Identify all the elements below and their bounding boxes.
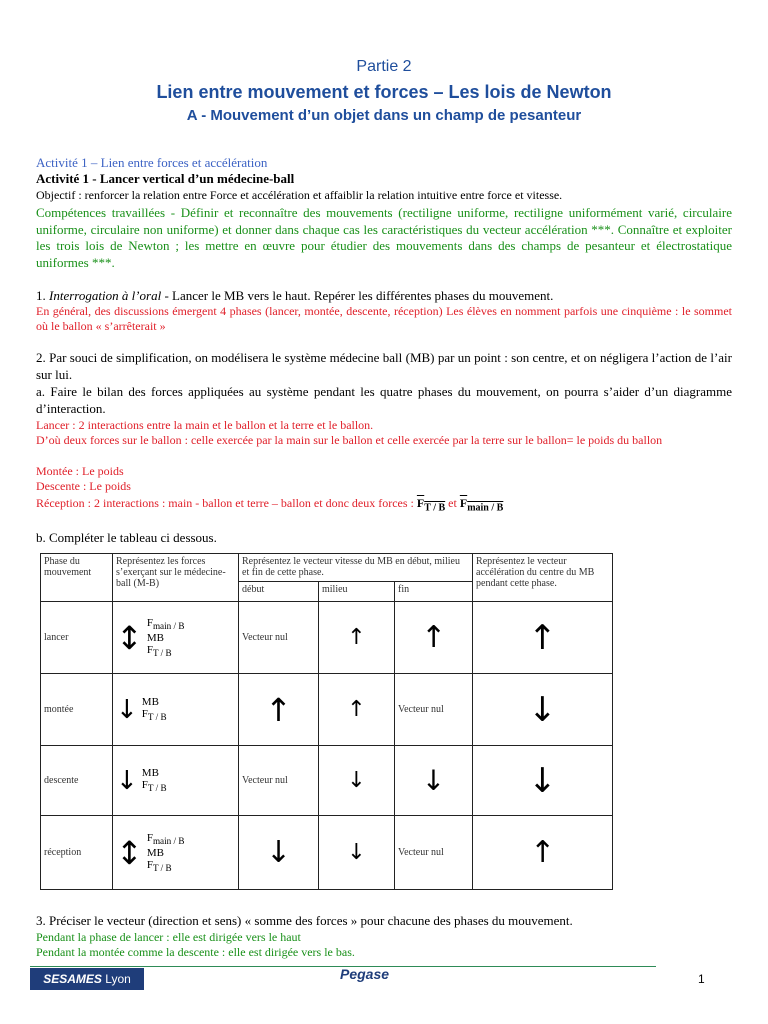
acceleration-arrow: ↑ bbox=[529, 835, 556, 870]
question-3-answer-1: Pendant la phase de lancer : elle est dirigée vers le haut bbox=[36, 930, 301, 944]
page-title: Lien entre mouvement et forces – Les lois de Newton bbox=[156, 82, 612, 102]
phase-label: montée bbox=[41, 674, 113, 746]
vitesse-debut: Vecteur nul bbox=[239, 602, 319, 674]
table-row bbox=[41, 816, 613, 890]
force-arrows-icon: ↕ bbox=[116, 618, 143, 657]
table-row bbox=[41, 674, 613, 746]
vitesse-milieu: ↓ bbox=[347, 768, 366, 793]
vitesse-milieu: ↑ bbox=[347, 625, 366, 650]
force-main-ballon: $F_{main / B}$ bbox=[459, 496, 504, 514]
table-row bbox=[41, 746, 613, 816]
phase-label: réception bbox=[41, 816, 113, 890]
header-phase: Phase du mouvement bbox=[41, 554, 113, 602]
header-fin: fin bbox=[395, 582, 473, 602]
question-3-answer-2: Pendant la montée comme la descente : elle est dirigée vers le bas. bbox=[36, 945, 355, 959]
answer-lancer: Lancer : 2 interactions entre la main et le ballon et la terre et le ballon. bbox=[36, 418, 374, 432]
answer-montee: Montée : Le poids bbox=[36, 464, 124, 478]
question-2a: a. Faire le bilan des forces appliquées au système pendant les quatre phases du mouvement, on pourra s’aider d’un diagramme d’interaction. bbox=[36, 384, 732, 416]
forces-diagram: ↓ MB $F_{T / B}$ bbox=[113, 746, 239, 816]
weight-arrow-icon: ↓ bbox=[116, 694, 138, 725]
weight-arrow-icon: ↓ bbox=[116, 765, 138, 796]
vitesse-debut: ↑ bbox=[265, 690, 292, 729]
question-1-text: - Lancer le MB vers le haut. Repérer les différentes phases du mouvement. bbox=[161, 288, 554, 303]
question-1-answer: En général, des discussions émergent 4 phases (lancer, montée, descente, réception) Les élèves en nomment parfois une cinquième : le sommet où le ballon « s’arrêterait » bbox=[36, 304, 732, 333]
page-number: 1 bbox=[698, 972, 705, 986]
force-terre-ballon: $F_{T / B}$ bbox=[416, 496, 446, 514]
vitesse-milieu: ↑ bbox=[347, 697, 366, 722]
vitesse-fin: Vecteur nul bbox=[395, 674, 473, 746]
vitesse-milieu: ↓ bbox=[347, 840, 366, 865]
question-1-italic: Interrogation à l’oral bbox=[49, 288, 162, 303]
part-heading: Partie 2 bbox=[356, 58, 412, 75]
vitesse-debut: Vecteur nul bbox=[239, 746, 319, 816]
pegase-logo: Pegase bbox=[340, 966, 390, 982]
forces-diagram: ↕ $F_{main / B}$ MB $F_{T / B}$ bbox=[113, 602, 239, 674]
header-forces: Représentez les forces s’exerçant sur le médecine-ball (M-B) bbox=[113, 554, 239, 602]
table-row bbox=[41, 602, 613, 674]
objective-text: Objectif : renforcer la relation entre Force et accélération et affaiblir la relation intuitive entre force et vitesse. bbox=[36, 188, 563, 202]
header-milieu: milieu bbox=[319, 582, 395, 602]
question-2-intro: 2. Par souci de simplification, on modélisera le système médecine ball (MB) par un point : son centre, et on négligera l’action de l’air sur lui. bbox=[36, 350, 732, 382]
answer-descente: Descente : Le poids bbox=[36, 479, 131, 493]
answer-reception-text: Réception : 2 interactions : main - ballon et terre – ballon et donc deux forces : bbox=[36, 496, 414, 510]
question-1-num: 1. bbox=[36, 288, 46, 303]
question-2b: b. Compléter le tableau ci dessous. bbox=[36, 530, 217, 545]
header-debut: début bbox=[239, 582, 319, 602]
phases-table bbox=[40, 553, 613, 890]
vitesse-fin: Vecteur nul bbox=[395, 816, 473, 890]
phase-label: lancer bbox=[41, 602, 113, 674]
vitesse-debut: ↓ bbox=[265, 835, 292, 870]
header-acceleration: Représentez le vecteur accélération du centre du MB pendant cette phase. bbox=[473, 554, 613, 602]
acceleration-arrow: ↑ bbox=[528, 617, 557, 658]
question-3: 3. Préciser le vecteur (direction et sens) « somme des forces » pour chacune des phases du mouvement. bbox=[36, 913, 573, 928]
competences-text: Compétences travaillées - Définir et reconnaître des mouvements (rectiligne uniforme, rectiligne uniformément varié, circulaire uniforme, circulaire non uniforme) et donner dans chaque cas les caractéristiques du vecteur accélération ***. Connaître et exploiter les trois lois de Newton ; les mettre en œuvre pour étudier des mouvements dans des champs de pesanteur et électrostatique uniformes ***. bbox=[36, 205, 732, 270]
section-subtitle: A - Mouvement d’un objet dans un champ de pesanteur bbox=[186, 107, 582, 124]
forces-diagram: ↕ $F_{main / B}$ MB $F_{T / B}$ bbox=[113, 816, 239, 890]
header-vitesse: Représentez le vecteur vitesse du MB en début, milieu et fin de cette phase. bbox=[239, 554, 473, 582]
footer-badge: SESAMES Lyon bbox=[30, 968, 144, 990]
activity-title: Activité 1 - Lancer vertical d’un médecine-ball bbox=[36, 171, 295, 186]
vitesse-fin: ↑ bbox=[420, 620, 447, 655]
forces-diagram: ↓ MB $F_{T / B}$ bbox=[113, 674, 239, 746]
activity-link[interactable]: Activité 1 – Lien entre forces et accélération bbox=[36, 155, 268, 170]
acceleration-arrow: ↓ bbox=[528, 760, 557, 801]
force-arrows-icon: ↕ bbox=[116, 833, 143, 872]
phase-label: descente bbox=[41, 746, 113, 816]
acceleration-arrow: ↓ bbox=[528, 689, 557, 730]
question-1 bbox=[36, 288, 732, 303]
et-word: et bbox=[448, 496, 457, 510]
answer-forces: D’où deux forces sur le ballon : celle exercée par la main sur le ballon et celle exercée par la terre sur le ballon= le poids du ballon bbox=[36, 433, 663, 447]
vitesse-fin: ↓ bbox=[421, 764, 446, 797]
answer-reception bbox=[36, 496, 732, 515]
